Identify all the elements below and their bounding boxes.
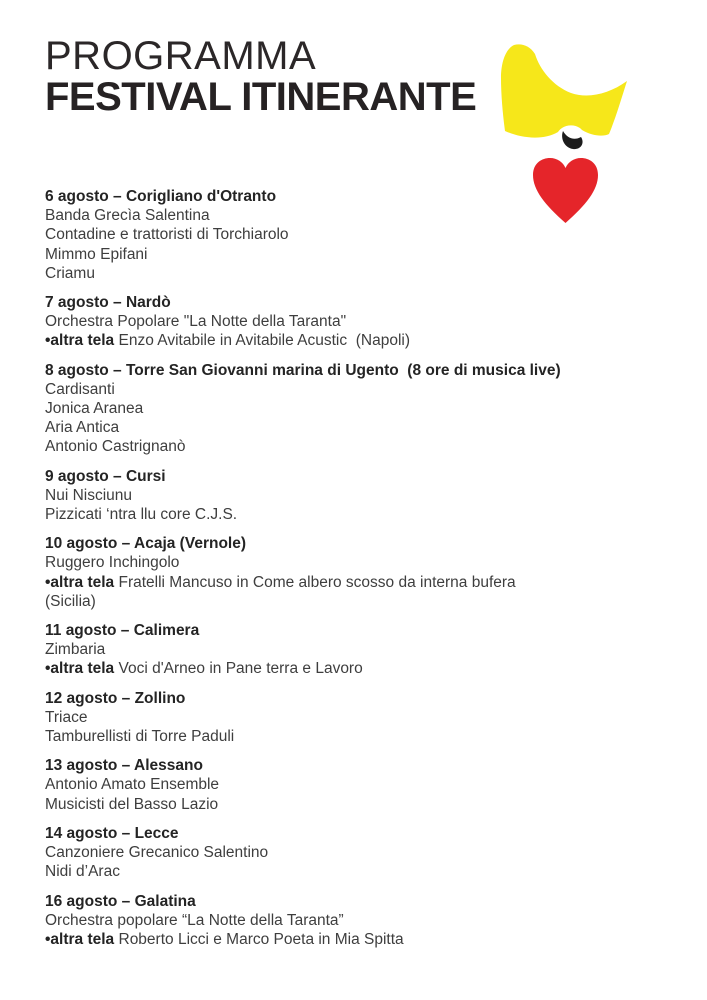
title-line-festival-itinerante: FESTIVAL ITINERANTE: [45, 75, 477, 119]
event-date-heading: 16 agosto – Galatina: [45, 892, 196, 910]
event-performer-line: Antonio Amato Ensemble: [45, 776, 220, 794]
event-performer-line: Nidi d’Arac: [45, 863, 120, 881]
event-performer-line: Orchestra popolare “La Notte della Taranta”: [45, 911, 344, 929]
event-section: [45, 293, 675, 351]
event-date-heading: 9 agosto – Cursi: [45, 467, 166, 485]
event-performer-line: Contadine e trattoristi di Torchiarolo: [45, 226, 289, 244]
event-performer-line: Mimmo Epifani: [45, 245, 148, 263]
event-section: [45, 534, 675, 611]
event-date-heading: 14 agosto – Lecce: [45, 824, 179, 842]
event-section: [45, 187, 675, 283]
eye-icon: [562, 131, 582, 149]
altra-tela-label: •altra tela: [45, 930, 115, 948]
event-performer-line: Pizzicati ‘ntra llu core C.J.S.: [45, 506, 238, 524]
event-performer-line: Canzoniere Grecanico Salentino: [45, 844, 269, 862]
event-performer-line: Banda Grecìa Salentina: [45, 207, 210, 225]
event-section: [45, 361, 675, 457]
event-performer-line: Aria Antica: [45, 419, 120, 437]
event-section: [45, 892, 675, 950]
event-performer-line: •altra tela Voci d'Arneo in Pane terra e Lavoro: [45, 660, 363, 678]
event-performer-line: •altra tela Roberto Licci e Marco Poeta in Mia Spitta: [45, 930, 404, 948]
title-line-programma: PROGRAMMA: [45, 34, 317, 78]
event-date-heading: 11 agosto – Calimera: [45, 622, 200, 640]
event-section: [45, 689, 675, 747]
event-date-heading: 6 agosto – Corigliano d'Otranto: [45, 188, 277, 205]
poster-header: [45, 36, 476, 118]
event-date-heading: 7 agosto – Nardò: [45, 294, 171, 312]
event-performer-line: Criamu: [45, 264, 95, 282]
event-date-heading: 12 agosto – Zollino: [45, 689, 186, 707]
event-performer-line: •altra tela Enzo Avitabile in Avitabile Acustic (Napoli): [45, 332, 410, 350]
event-section: [45, 756, 675, 814]
event-performer-line: Ruggero Inchingolo: [45, 554, 180, 572]
event-performer-line: Orchestra Popolare "La Notte della Taranta": [45, 313, 347, 331]
event-performer-line: Jonica Aranea: [45, 400, 144, 418]
event-performer-line: Tamburellisti di Torre Paduli: [45, 728, 235, 746]
event-performer-line: (Sicilia): [45, 592, 96, 610]
event-date-heading: 10 agosto – Acaja (Vernole): [45, 535, 247, 553]
event-section: [45, 824, 675, 882]
event-section: [45, 621, 675, 679]
event-performer-line: Musicisti del Basso Lazio: [45, 795, 219, 813]
event-performer-line: Zimbaria: [45, 641, 106, 659]
altra-tela-label: •altra tela: [45, 573, 115, 591]
altra-tela-label: •altra tela: [45, 332, 115, 350]
event-section: [45, 467, 675, 525]
event-date-heading: 13 agosto – Alessano: [45, 757, 203, 775]
program-list: [45, 187, 675, 959]
altra-tela-label: •altra tela: [45, 660, 115, 678]
crescent-moon-icon: [501, 44, 627, 137]
event-performer-line: Nui Nisciunu: [45, 486, 133, 504]
event-performer-line: •altra tela Fratelli Mancuso in Come albero scosso da interna bufera: [45, 573, 516, 591]
event-date-heading: 8 agosto – Torre San Giovanni marina di Ugento (8 ore di musica live): [45, 361, 561, 379]
event-performer-line: Triace: [45, 708, 88, 726]
event-performer-line: Antonio Castrignanò: [45, 438, 186, 456]
event-performer-line: Cardisanti: [45, 380, 115, 398]
